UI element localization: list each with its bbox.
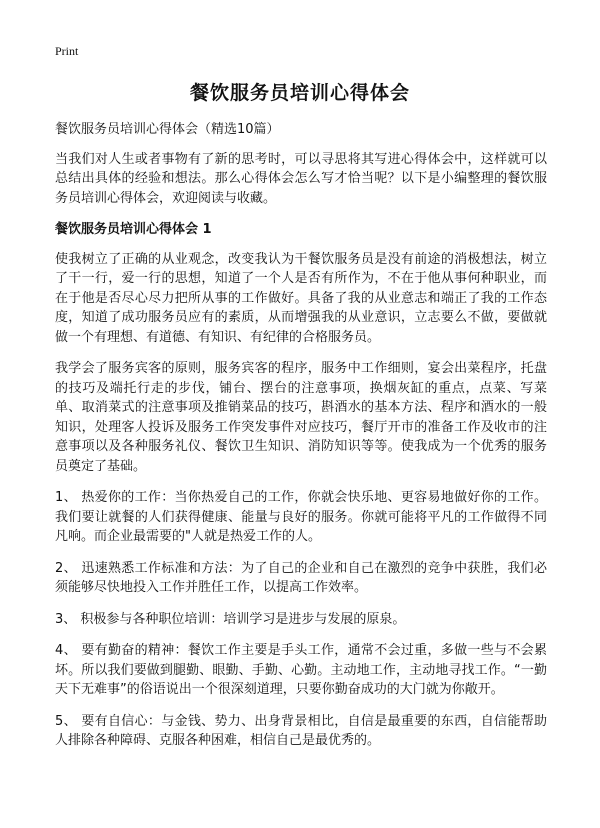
body-paragraph: 我学会了服务宾客的原则，服务宾客的程序，服务中工作细则，宴会出菜程序，托盘的技巧及端托行走的步伐，铺台、摆台的注意事项，换烟灰缸的重点，点菜、写菜单、取消菜式的注意事项及推销菜品的技巧，斟酒水的基本方法、程序和酒水的一般知识，处理客人投诉及服务工作突发事件对应技巧，餐厅开市的准备工作及收市的注意事项以及各种服务礼仪、餐饮卫生知识、消防知识等等。使我成为一个优秀的服务员奠定了基础。 [55, 361, 547, 474]
intro-paragraph: 当我们对人生或者事物有了新的思考时，可以寻思将其写进心得体会中，这样就可以总结出具体的经验和想法。那么心得体会怎么写才恰当呢？以下是小编整理的餐饮服务员培训心得体会，欢迎阅读与收藏。 [55, 151, 547, 206]
body-paragraph: 3、 积极参与各种职位培训：培训学习是进步与发展的原泉。 [55, 611, 406, 627]
body-paragraph: 5、 要有自信心：与金钱、势力、出身背景相比，自信是最重要的东西，自信能帮助人排除各种障碍、克服各种困难，相信自己是最优秀的。 [55, 713, 547, 748]
document-body [55, 120, 547, 763]
body-paragraph: 使我树立了正确的从业观念，改变我认为干餐饮服务员是没有前途的消极想法，树立了干一行，爱一行的思想，知道了一个人是否有所作为，不在于他从事何种职业，而在于他是否尽心尽力把所从事的工作做好。具备了我的从业意志和端正了我的工作态度，知道了成功服务员应有的素质，从而增强我的从业意识，立志要么不做，要做就做一个有理想、有道德、有知识、有纪律的合格服务员。 [55, 251, 547, 345]
body-paragraph: 2、 迅速熟悉工作标准和方法：为了自己的企业和自己在激烈的竞争中获胜，我们必须能够尽快地投入工作并胜任工作，以提高工作效率。 [55, 560, 547, 595]
document-subtitle: 餐饮服务员培训心得体会（精选10篇） [55, 122, 280, 137]
section-heading: 餐饮服务员培训心得体会 1 [55, 222, 212, 237]
body-paragraph: 1、 热爱你的工作：当你热爱自己的工作，你就会快乐地、更容易地做好你的工作。我们要让就餐的人们获得健康、能量与良好的服务。你就可能将平凡的工作做得不同凡响。而企业最需要的"人就是热爱工作的人。 [55, 490, 547, 544]
body-paragraph: 4、 要有勤奋的精神：餐饮工作主要是手头工作，通常不会过重，多做一些与不会累坏。所以我们要做到腿勤、眼勤、手勤、心勤。主动地工作，主动地寻找工作。“一勤天下无难事”的俗语说出一个很深刻道理，只要你勤奋成功的大门就为你敞开。 [55, 643, 547, 697]
document-title: 餐饮服务员培训心得体会 [189, 82, 410, 104]
print-link[interactable]: Print [55, 44, 79, 58]
